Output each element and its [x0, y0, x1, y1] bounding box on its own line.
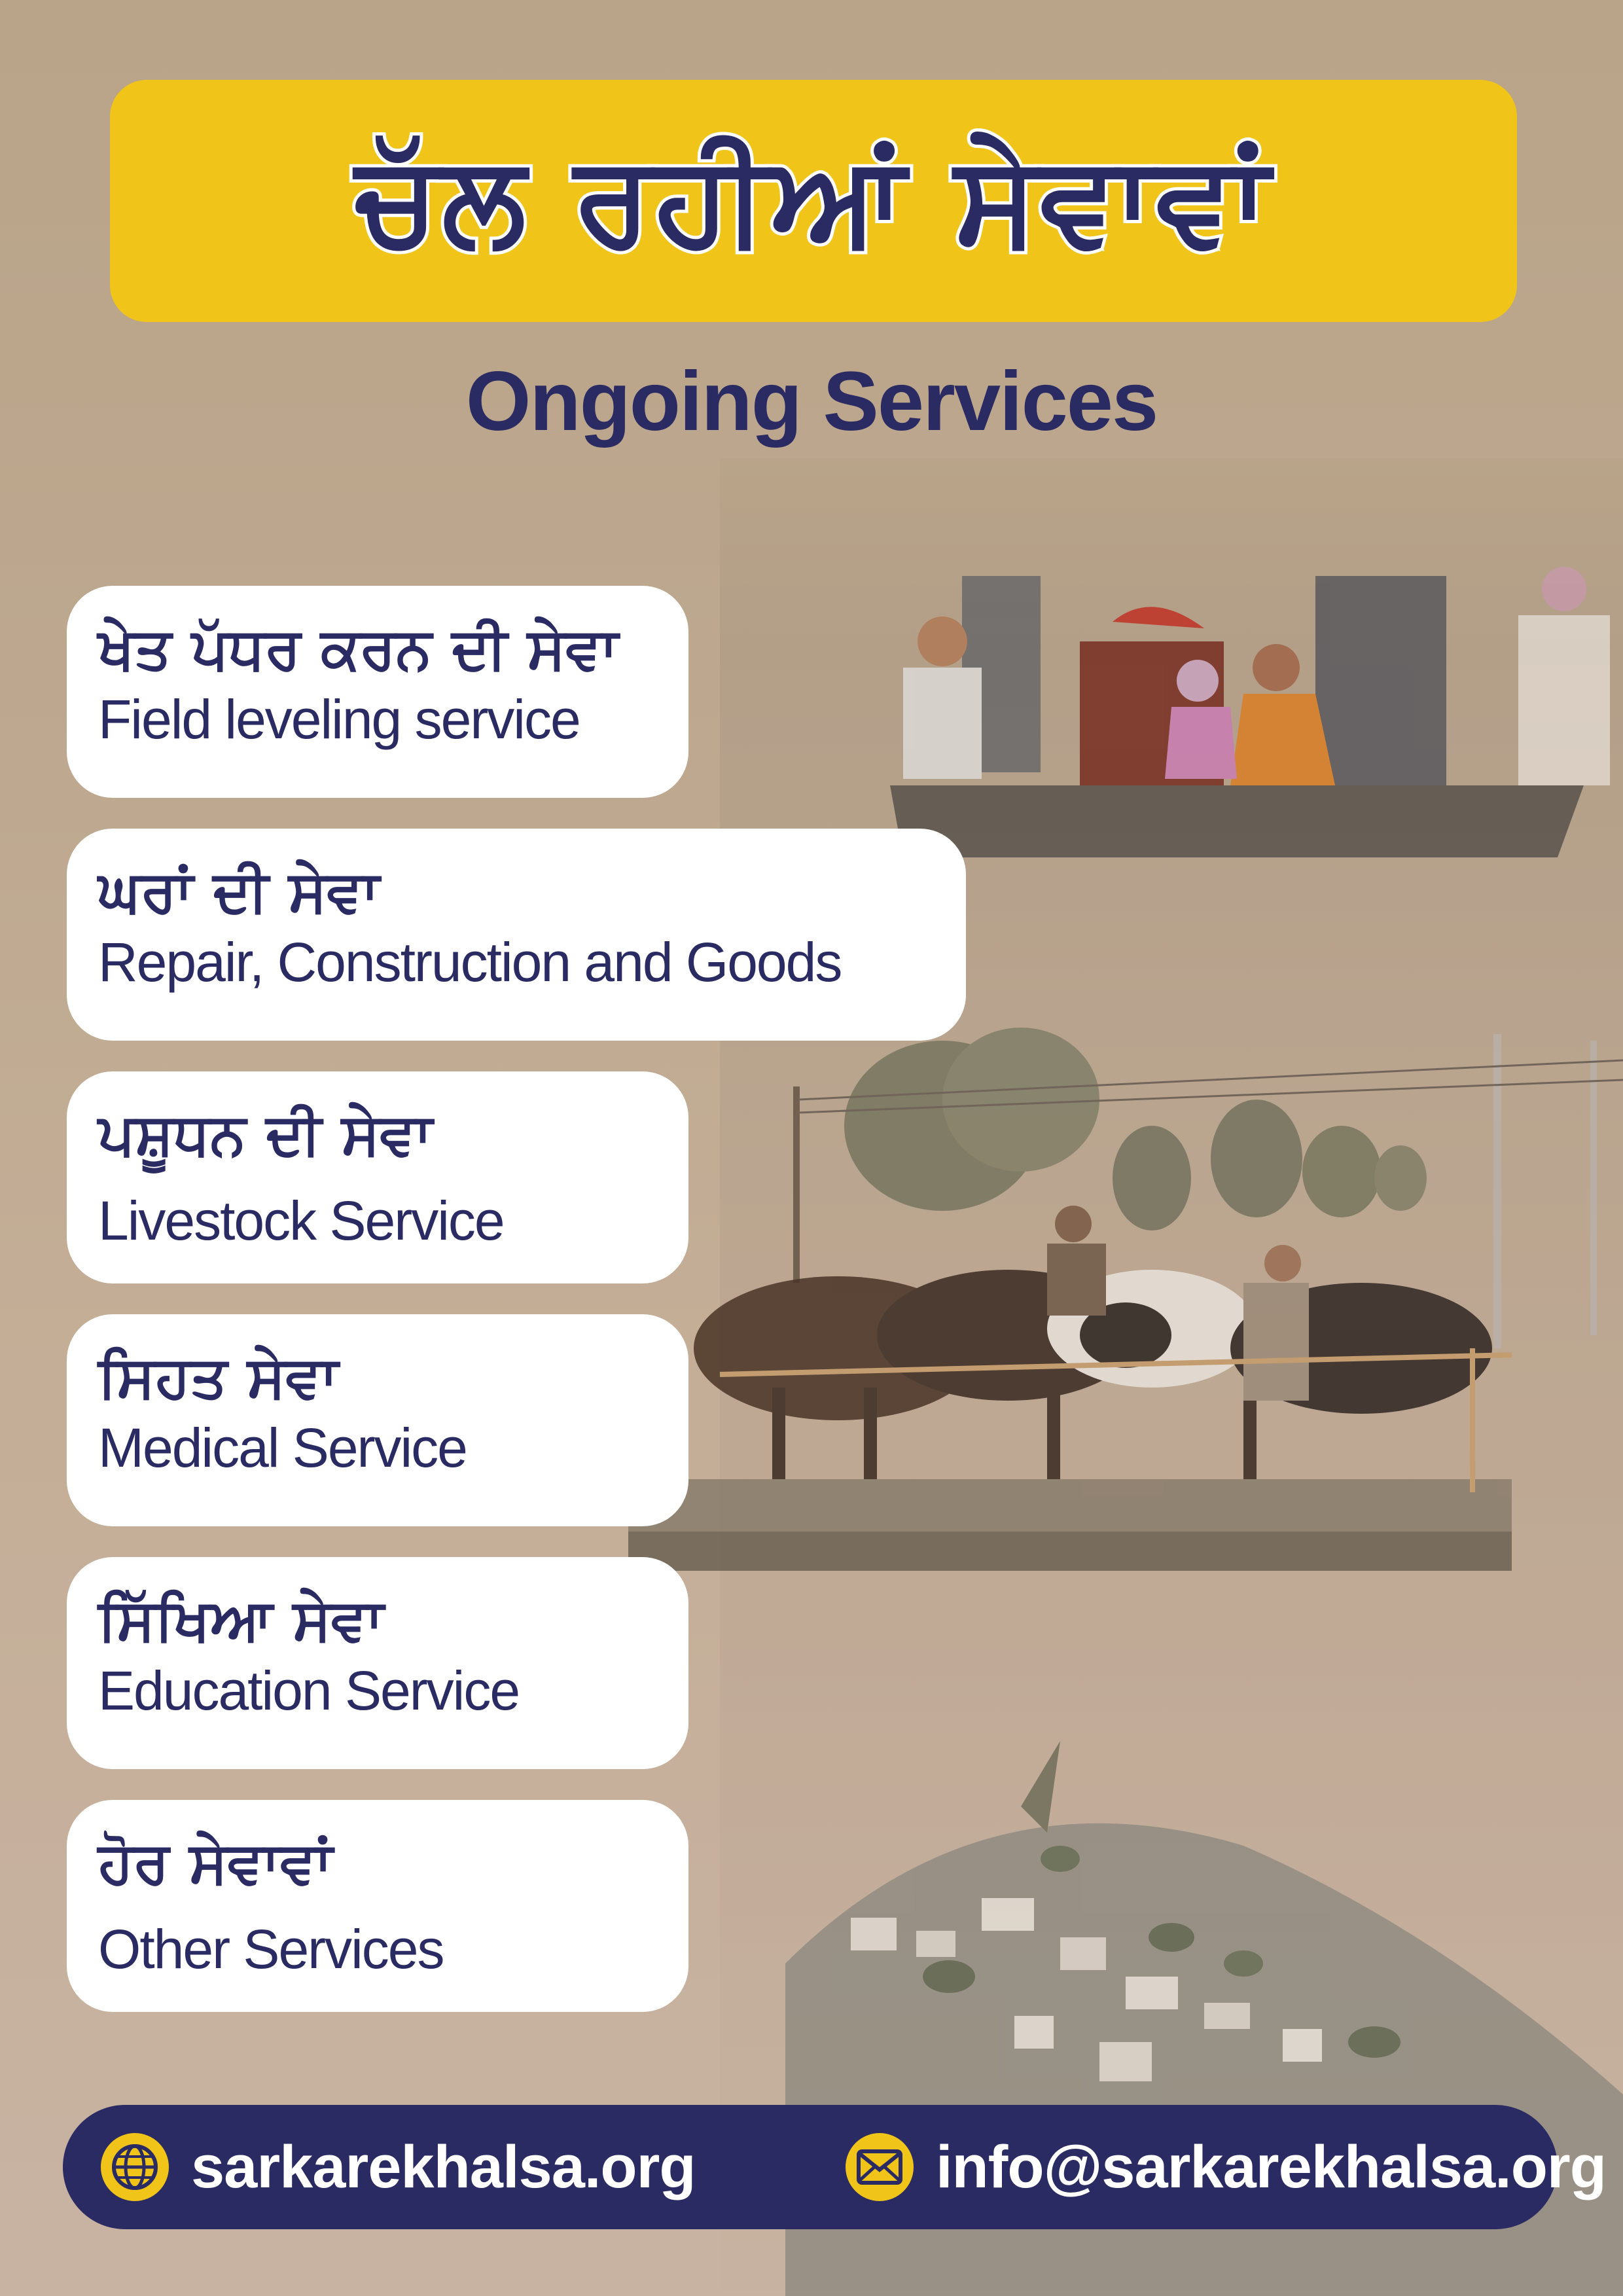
service-card-field-leveling: [67, 586, 688, 798]
service-title-english: Other Services: [98, 1918, 444, 1981]
service-title-english: Field leveling service: [98, 689, 580, 751]
website-link[interactable]: [101, 2105, 696, 2229]
envelope-icon: [846, 2133, 914, 2201]
service-title-punjabi: ਖੇਤ ਪੱਧਰ ਕਰਨ ਦੀ ਸੇਵਾ: [98, 615, 618, 682]
page-title-punjabi: ਚੱਲ ਰਹੀਆਂ ਸੇਵਾਵਾਂ: [355, 128, 1272, 272]
globe-icon: [101, 2133, 169, 2201]
service-card-livestock: [67, 1071, 688, 1283]
service-title-english: Livestock Service: [98, 1190, 504, 1252]
title-banner: [110, 80, 1517, 322]
service-card-medical: [67, 1314, 688, 1526]
website-text: sarkarekhalsa.org: [191, 2133, 696, 2200]
email-link[interactable]: [846, 2105, 1606, 2229]
service-title-english: Education Service: [98, 1660, 520, 1722]
service-card-houses: [67, 829, 966, 1041]
service-card-other: [67, 1800, 688, 2012]
service-title-english: Medical Service: [98, 1417, 467, 1479]
service-title-punjabi: ਘਰਾਂ ਦੀ ਸੇਵਾ: [98, 857, 380, 925]
service-title-punjabi: ਹੋਰ ਸੇਵਾਵਾਂ: [98, 1829, 333, 1896]
email-text: info@sarkarekhalsa.org: [936, 2133, 1606, 2200]
contact-footer: [63, 2105, 1606, 2229]
service-card-education: [67, 1557, 688, 1769]
service-title-english: Repair, Construction and Goods: [98, 931, 842, 994]
page-title-english: Ongoing Services: [465, 355, 1158, 448]
service-title-punjabi: ਸਿਹਤ ਸੇਵਾ: [98, 1343, 338, 1410]
service-title-punjabi: ਸਿੱਖਿਆ ਸੇਵਾ: [98, 1586, 384, 1653]
service-title-punjabi: ਪਸ਼ੂਧਨ ਦੀ ਸੇਵਾ: [98, 1100, 433, 1168]
